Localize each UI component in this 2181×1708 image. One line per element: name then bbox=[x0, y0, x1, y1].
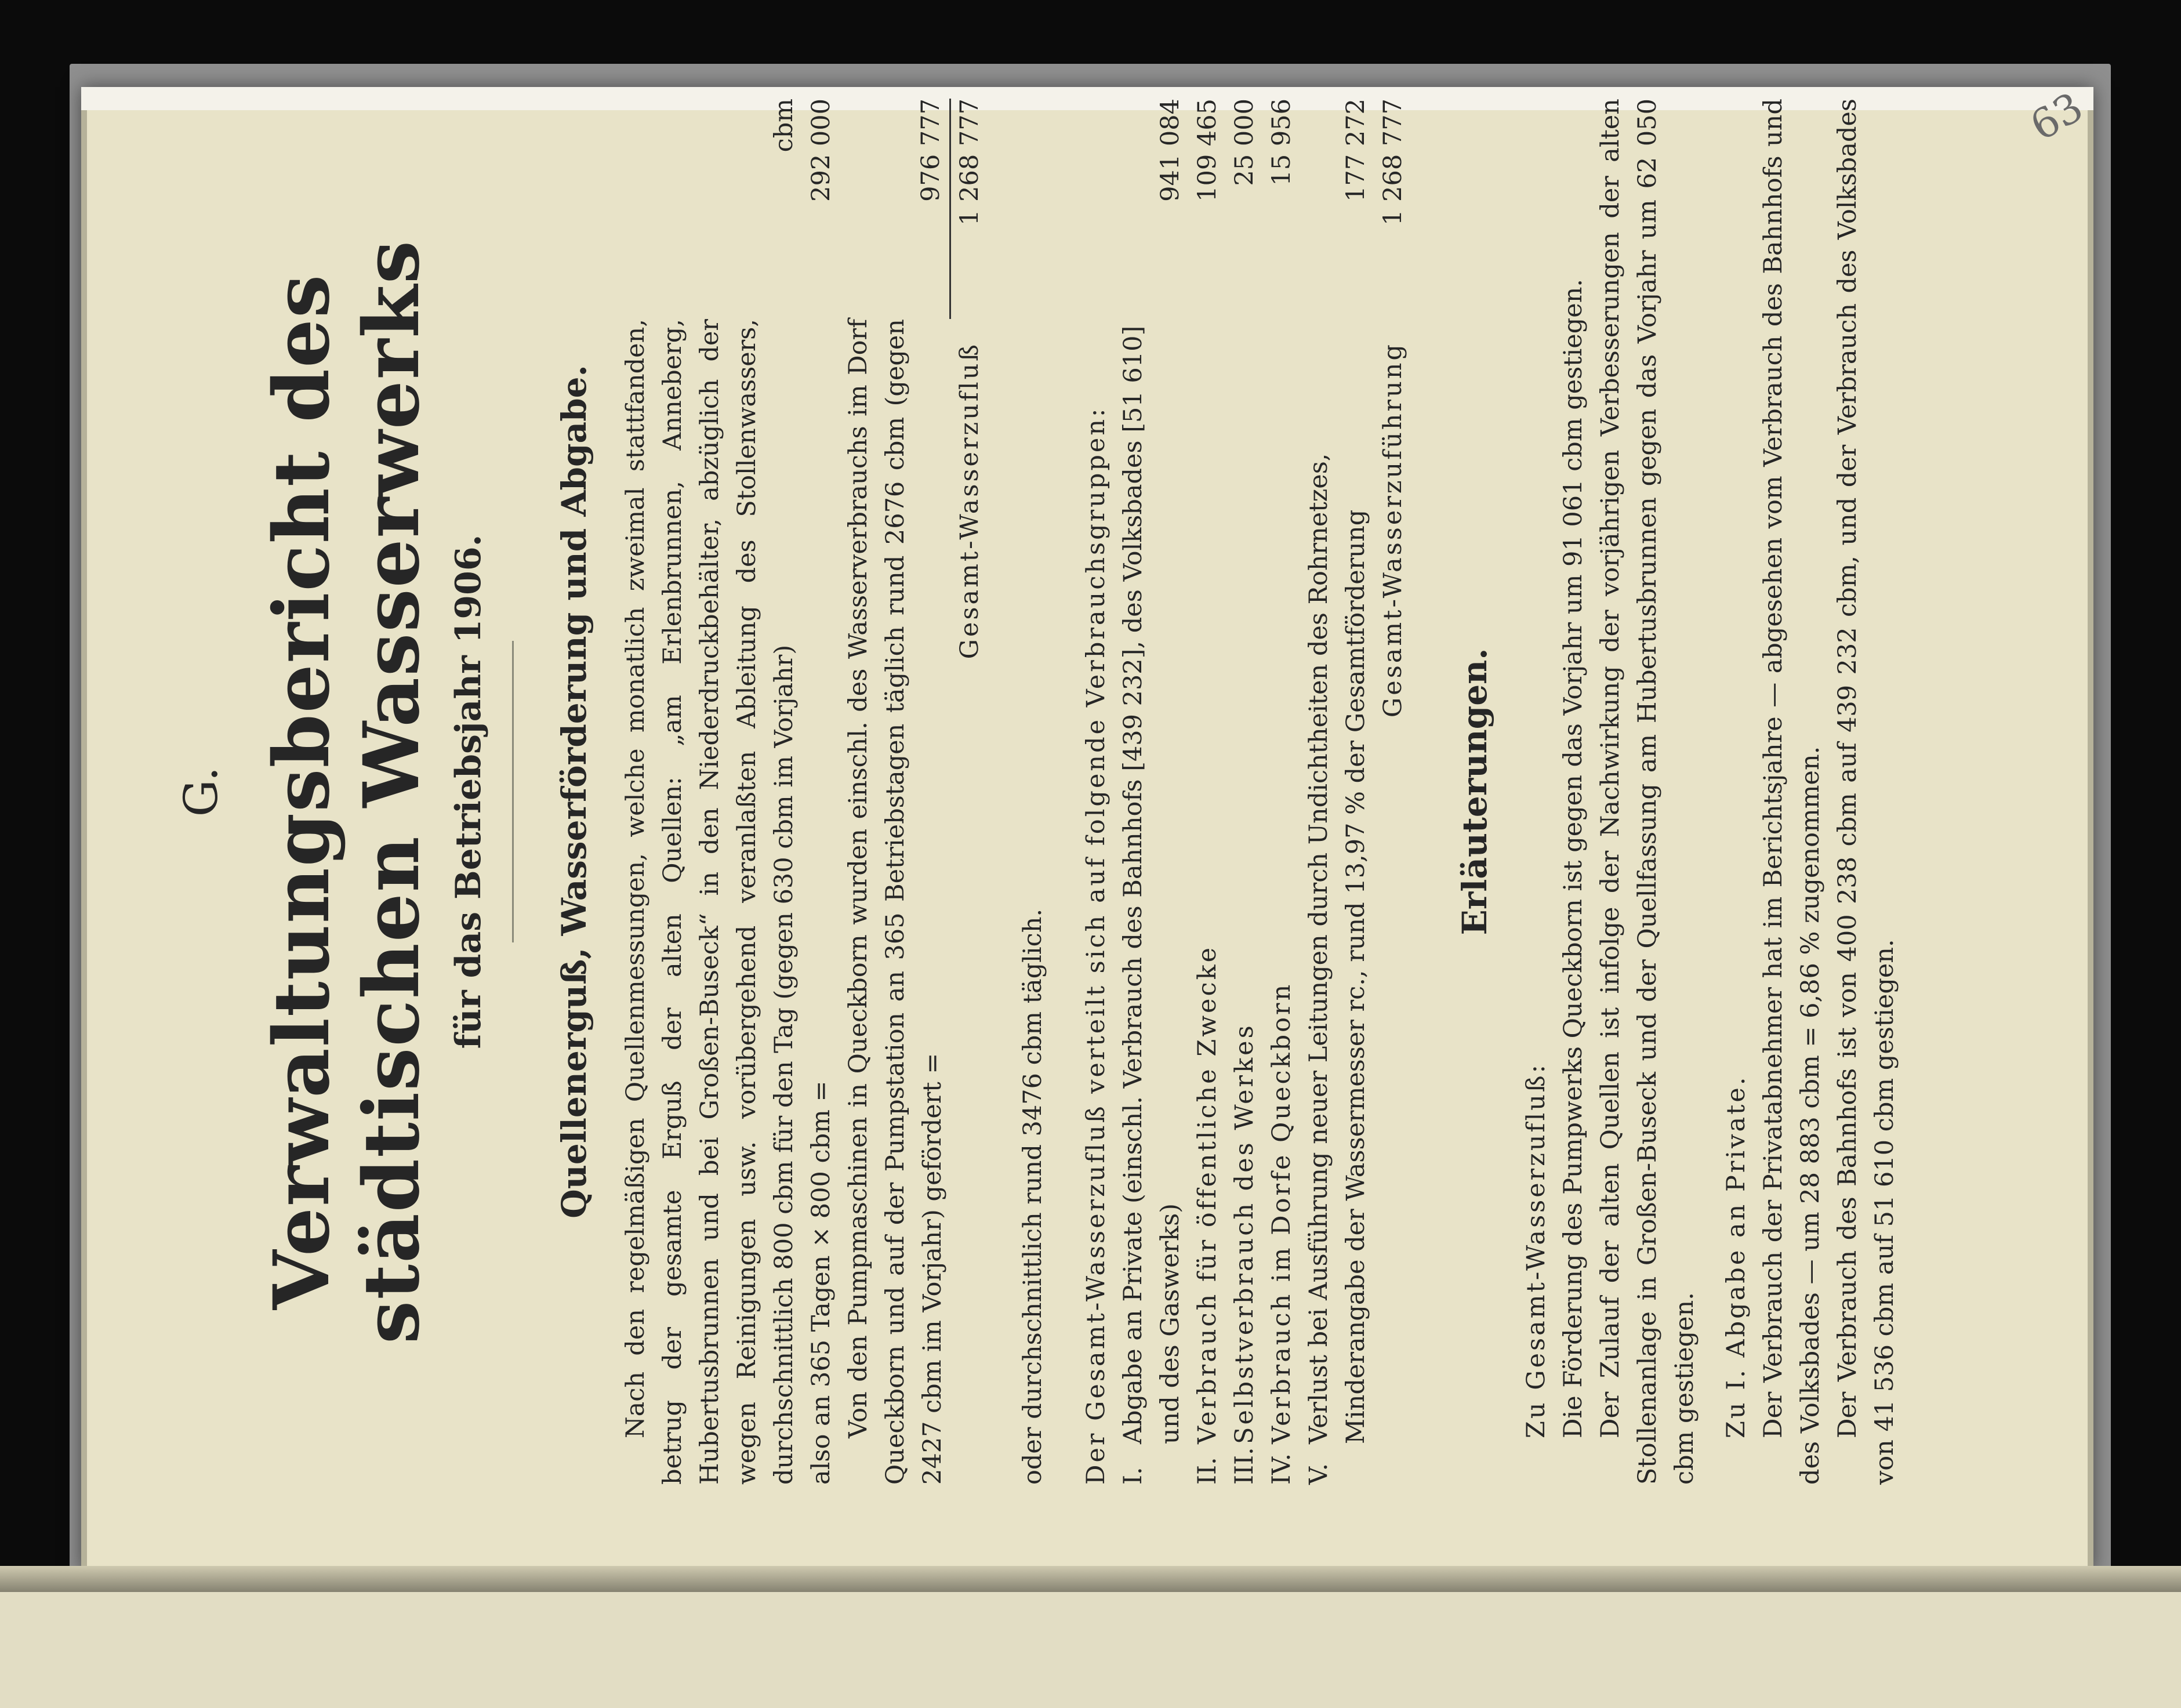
divider bbox=[512, 641, 514, 942]
note-paragraph: Der Zulauf der alten Quellen ist infolge der Nachwirkung der vorjährigen Verbesserungen der alten Stollenanlage in Großen-Buseck und der Quellfassung am Hubertusbrunnen gegen das Vorjahr um 62 050 cbm gestiegen. bbox=[1596, 99, 1699, 1485]
list-item: IV. Verbrauch im Dorfe Queckborn 15 956 bbox=[1267, 99, 1296, 1485]
line-days: also an 365 Tagen × 800 cbm = bbox=[807, 1080, 836, 1485]
total-value-2: 1 268 777 bbox=[1378, 99, 1407, 226]
total-value-1: 1 268 777 bbox=[955, 99, 984, 226]
page-subtitle: für das Betriebsjahr 1906. bbox=[448, 534, 489, 1049]
note-paragraph: Der Verbrauch des Bahnhofs ist von 400 238 cbm auf 439 232 cbm, und der Verbrauch des Volksbades von 41 536 cbm auf 51 610 cbm gestiegen. bbox=[1833, 99, 1899, 1485]
value-pumped: 976 777 bbox=[912, 99, 951, 319]
facing-page bbox=[0, 1592, 2181, 1708]
list-item: III. Selbstverbrauch des Werkes 25 000 bbox=[1230, 99, 1259, 1485]
section-heading-1: Quellenerguß, Wasserförderung und Abgabe. bbox=[554, 365, 594, 1219]
note-heading-1: Zu Gesamt-Wasserzufluß: bbox=[1522, 1062, 1551, 1438]
note-heading-2: Zu I. Abgabe an Private. bbox=[1722, 1075, 1751, 1438]
list-item: V. Verlust bei Ausführung neuer Leitungen durch Undichtheiten des Rohrnetzes, Minderangabe der Wassermesser rc., rund 13,97 % der Gesamtförderung 177 272 bbox=[1304, 99, 1370, 1485]
list-item: II. Verbrauch für öffentliche Zwecke 109 465 bbox=[1193, 99, 1222, 1485]
paragraph-pumpen: Von den Pumpmaschinen in Queckborn wurden einschl. des Wasserverbrauchs im Dorf Queckborn und auf der Pumpstation an 365 Betriebstagen täglich rund 2676 cbm (gegen 2427 cbm im Vorjahr) gefördert = bbox=[844, 319, 947, 1485]
paragraph-quellen: Nach den regelmäßigen Quellenmessungen, welche monatlich zweimal stattfanden, betrug der gesamte Erguß der alten Quellen: „am Erlenbrunnen, Anneberg, Hubertusbrunnen und bei Großen-Buseck“ in den Niederdruckbehälter, abzüglich der wegen Reinigungen usw. vorübergehend veranlaßten Ableitung des Stollenwassers, durchschnittlich 800 cbm für den Tag (gegen 630 cbm im Vorjahr) bbox=[621, 319, 799, 1485]
note-paragraph: Der Verbrauch der Privatabnehmer hat im Berichtsjahre — abgesehen vom Verbrauch des Bahnhofs und des Volksbades — um 28 883 cbm = 6,86 % zugenommen. bbox=[1759, 99, 1825, 1485]
value-days: 292 000 bbox=[807, 99, 836, 202]
list-item: I. Abgabe an Private (einschl. Verbrauch des Bahnhofs [439 232], des Volksbades [51 610] und des Gaswerks) 941 084 bbox=[1119, 99, 1185, 1485]
page-title: Verwaltungsbericht des städtischen Wasserwerks bbox=[257, 239, 437, 1344]
chapter-letter: G. bbox=[174, 766, 228, 817]
distribution-intro: Der Gesamt-Wasserzufluß verteilt sich auf folgende Verbrauchsgruppen: bbox=[1082, 406, 1111, 1485]
total-label-2: Gesamt-Wasserzuführung bbox=[1378, 342, 1407, 718]
note-paragraph: Die Förderung des Pumpwerks Queckborn ist gegen das Vorjahr um 91 061 cbm gestiegen. bbox=[1559, 278, 1588, 1438]
pencil-page-number: 63 bbox=[2022, 83, 2091, 150]
page-content bbox=[128, 52, 2070, 1531]
section-heading-2: Erläuterungen. bbox=[1455, 648, 1494, 935]
total-label-1: Gesamt-Wasserzufluß bbox=[955, 342, 984, 659]
unit-label: cbm bbox=[770, 99, 799, 153]
daily-average: oder durchschnittlich rund 3476 cbm täglich. bbox=[1018, 908, 1047, 1485]
